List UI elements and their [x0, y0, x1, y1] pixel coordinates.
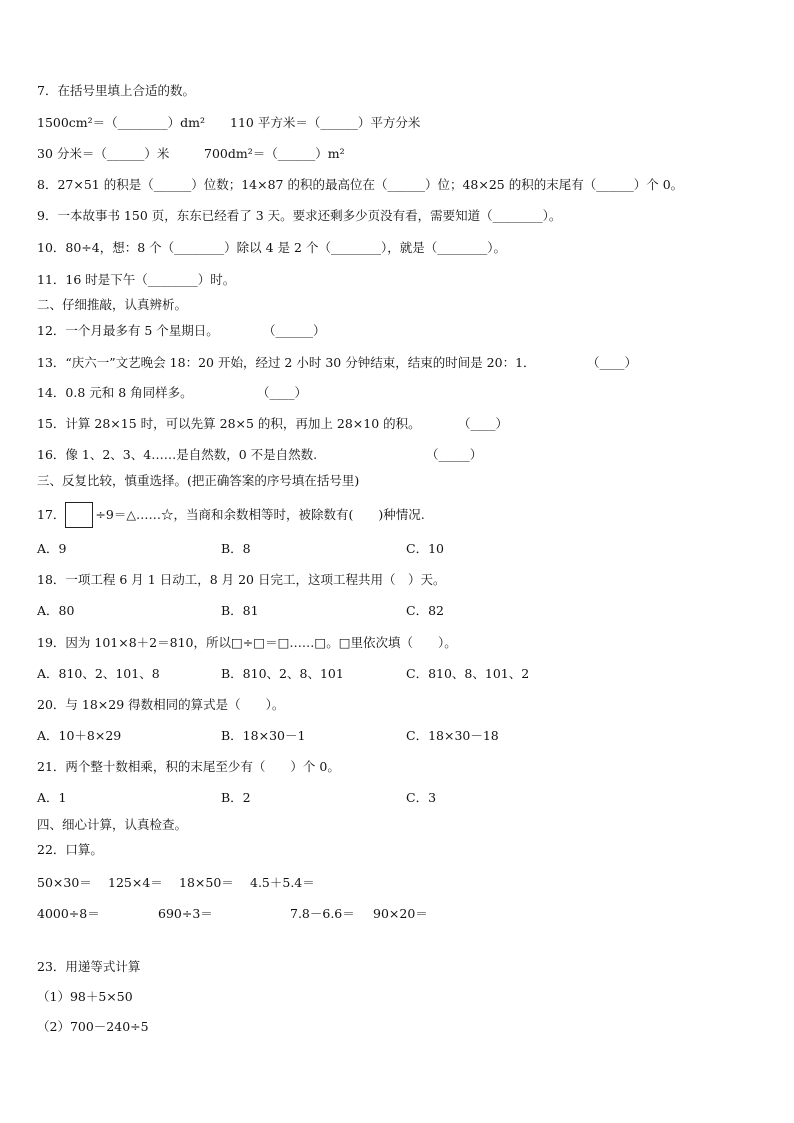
q21-option-c: C．3 [406, 790, 437, 805]
q9-text: 9．一本故事书 150 页，东东已经看了 3 天。要求还剩多少页没有看，需要知道（________）。 [37, 208, 562, 223]
q19-option-c: C．810、8、101、2 [406, 666, 530, 681]
q10-text: 10．80÷4，想：8 个（________）除以 4 是 2 个（________），就是（________）。 [37, 240, 506, 255]
q15-text: 15．计算 28×15 时，可以先算 28×5 的积，再加上 28×10 的积。 [37, 416, 421, 431]
q7-row1-part1: 1500cm²＝（________）dm² [37, 115, 206, 130]
q15-blank: （____） [458, 416, 509, 431]
q18-option-b: B．81 [221, 603, 259, 618]
q14-text: 14．0.8 元和 8 角同样多。 [37, 385, 193, 400]
q21-option-a: A．1 [37, 790, 67, 805]
q17-option-b: B．8 [221, 541, 251, 556]
section-3-heading: 三、反复比较，慎重选择。(把正确答案的序号填在括号里) [37, 473, 360, 488]
q23-item-1: （1）98＋5×50 [37, 989, 133, 1004]
q13-text: 13．“庆六一”文艺晚会 18：20 开始，经过 2 小时 30 分钟结束，结束的时间是 20：1． [37, 355, 536, 370]
q12-blank: （______） [263, 323, 326, 338]
q21-text: 21．两个整十数相乘，积的末尾至少有（ ）个 0。 [37, 759, 340, 774]
q23-item-2: （2）700－240÷5 [37, 1019, 149, 1034]
q18-option-c: C．82 [406, 603, 444, 618]
q18-option-a: A．80 [37, 603, 75, 618]
q16-text: 16．像 1、2、3、4……是自然数，0 不是自然数. [37, 447, 318, 462]
q22-item: 4.5＋5.4＝ [250, 875, 315, 890]
q17-rest: ÷9＝△……☆，当商和余数相等时，被除数有( )种情况. [95, 507, 425, 522]
q7-row1-part2: 110 平方米＝（______）平方分米 [230, 115, 421, 130]
q19-option-b: B．810、2、8、101 [221, 666, 344, 681]
q17-number: 17． [37, 507, 66, 522]
q16-blank: （_____） [426, 447, 483, 462]
q17-option-a: A．9 [37, 541, 67, 556]
q18-text: 18．一项工程 6 月 1 日动工，8 月 20 日完工，这项工程共用（ ）天。 [37, 572, 446, 587]
q20-text: 20．与 18×29 得数相同的算式是（ ）。 [37, 697, 285, 712]
q7-title: 7．在括号里填上合适的数。 [37, 83, 195, 98]
q17-text [37, 507, 425, 524]
q19-text: 19．因为 101×8＋2＝810，所以□÷□＝□……□。□里依次填（ ）。 [37, 635, 457, 650]
q20-option-a: A．10＋8×29 [37, 728, 122, 743]
q8-text: 8．27×51 的积是（______）位数；14×87 的积的最高位在（______）位；48×25 的积的末尾有（______）个 0。 [37, 177, 684, 192]
q20-option-c: C．18×30－18 [406, 728, 499, 743]
q23-title: 23．用递等式计算 [37, 959, 141, 974]
section-4-heading: 四、细心计算，认真检查。 [37, 817, 188, 832]
q19-option-a: A．810、2、101、8 [37, 666, 160, 681]
q17-option-c: C．10 [406, 541, 444, 556]
q14-blank: （____） [257, 385, 308, 400]
q22-item: 690÷3＝ [158, 906, 213, 921]
q20-option-b: B．18×30－1 [221, 728, 306, 743]
q7-row2-part1: 30 分米＝（______）米 [37, 146, 170, 161]
answer-box [65, 502, 93, 528]
q22-title: 22．口算。 [37, 842, 103, 857]
q7-row2-part2: 700dm²＝（______）m² [204, 146, 345, 161]
q21-option-b: B．2 [221, 790, 251, 805]
q22-item: 4000÷8＝ [37, 906, 100, 921]
q13-blank: （____） [587, 355, 638, 370]
q22-item: 18×50＝ [179, 875, 234, 890]
q11-text: 11．16 时是下午（________）时。 [37, 272, 236, 287]
q22-item: 125×4＝ [108, 875, 163, 890]
q12-text: 12．一个月最多有 5 个星期日。 [37, 323, 219, 338]
section-2-heading: 二、仔细推敲，认真辨析。 [37, 297, 188, 312]
q22-item: 90×20＝ [373, 906, 428, 921]
q22-item: 7.8－6.6＝ [290, 906, 355, 921]
q22-item: 50×30＝ [37, 875, 92, 890]
